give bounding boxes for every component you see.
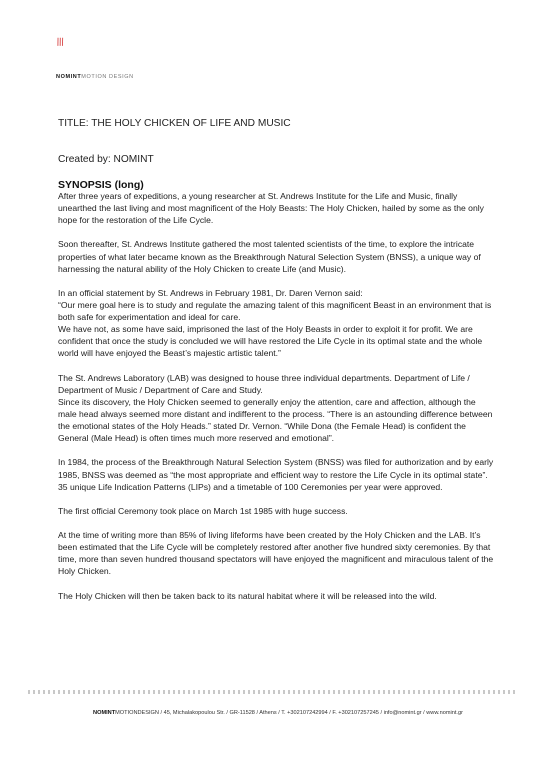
document-content [58,118,494,601]
logo-mark-icon: \\\ [54,37,65,48]
paragraph: The St. Andrews Laboratory (LAB) was designed to house three individual departments. Department of Life / Department of Music / Department of Care and Study. Since its discovery, the Holy Chicken seemed to generally enjoy the attention, care and affection, although the male head always seemed more distant and indifferent to the process. “There is an astounding difference between the emotional states of the Holy Heads.” stated Dr. Vernon. “While Dona (the Female Head) is confident the General (Male Head) is often times much more reserved and emotional”. [58,372,493,444]
footer [38,710,518,716]
brand-bold: NOMINT [56,74,82,80]
paragraph: The Holy Chicken will then be taken back to its natural habitat where it will be released into the wild. [58,590,437,601]
brand-light: MOTION DESIGN [81,74,134,80]
paragraph: Soon thereafter, St. Andrews Institute gathered the most talented scientists of the time, to explore the intricate properties of what later became known as the Breakthrough Natural Selection System (BNSS), a unique way of harnessing the natural ability of the Holy Chicken to create Life (and Music). [58,239,481,274]
synopsis-body [58,190,494,614]
paragraph: In 1984, the process of the Breakthrough Natural Selection System (BNSS) was filed for authorization and by early 1985, BNSS was deemed as “the most appropriate and efficient way to restore the Life Cycle in its optimal state”. 35 unique Life Indication Patterns (LIPs) and a timetable of 100 Ceremonies per year were approved. [58,457,494,492]
brand-logo [56,74,134,80]
footer-address: / 45, Michalakopoulou Str. / GR-11528 / Athens / T. +302107242994 / F. +302107257245 / info@nomint.gr / www.nomint.gr [158,710,463,716]
paragraph: At the time of writing more than 85% of living lifeforms have been created by the Holy Chicken and the LAB. It’s been estimated that the Life Cycle will be completely restored after another five hundred sixty ceremonies. By that time, more than seven hundred thousand spectators will have enjoyed the magnificent and miraculous talent of the Holy Chicken. [58,530,494,577]
paragraph: The first official Ceremony took place on March 1st 1985 with huge success. [58,505,348,516]
footer-brand-bold: NOMINT [93,710,116,716]
created-by: Created by: NOMINT [58,154,154,165]
footer-brand-rest: MOTIONDESIGN [115,710,159,716]
synopsis-heading: SYNOPSIS (long) [58,179,144,191]
footer-divider [28,690,516,694]
paragraph: After three years of expeditions, a young researcher at St. Andrews Institute for the Life and Music, finally unearthed the last living and most magnificent of the Holy Beasts: The Holy Chicken, hailed by some as the only hope for the restoration of the Life Cycle. [58,191,484,226]
paragraph: In an official statement by St. Andrews in February 1981, Dr. Daren Vernon said: “Our mere goal here is to study and regulate the amazing talent of this magnificent Beast in an environment that is both safe for experimentation and ideal for care. We have not, as some have said, imprisoned the last of the Holy Beasts in order to exploit it for profit. We are confident that once the study is concluded we will have restored the Life Cycle in its optimal state and the whole world will have enjoyed the Beast’s majestic artistic talent.” [58,287,492,359]
document-title: TITLE: THE HOLY CHICKEN OF LIFE AND MUSIC [58,118,291,129]
